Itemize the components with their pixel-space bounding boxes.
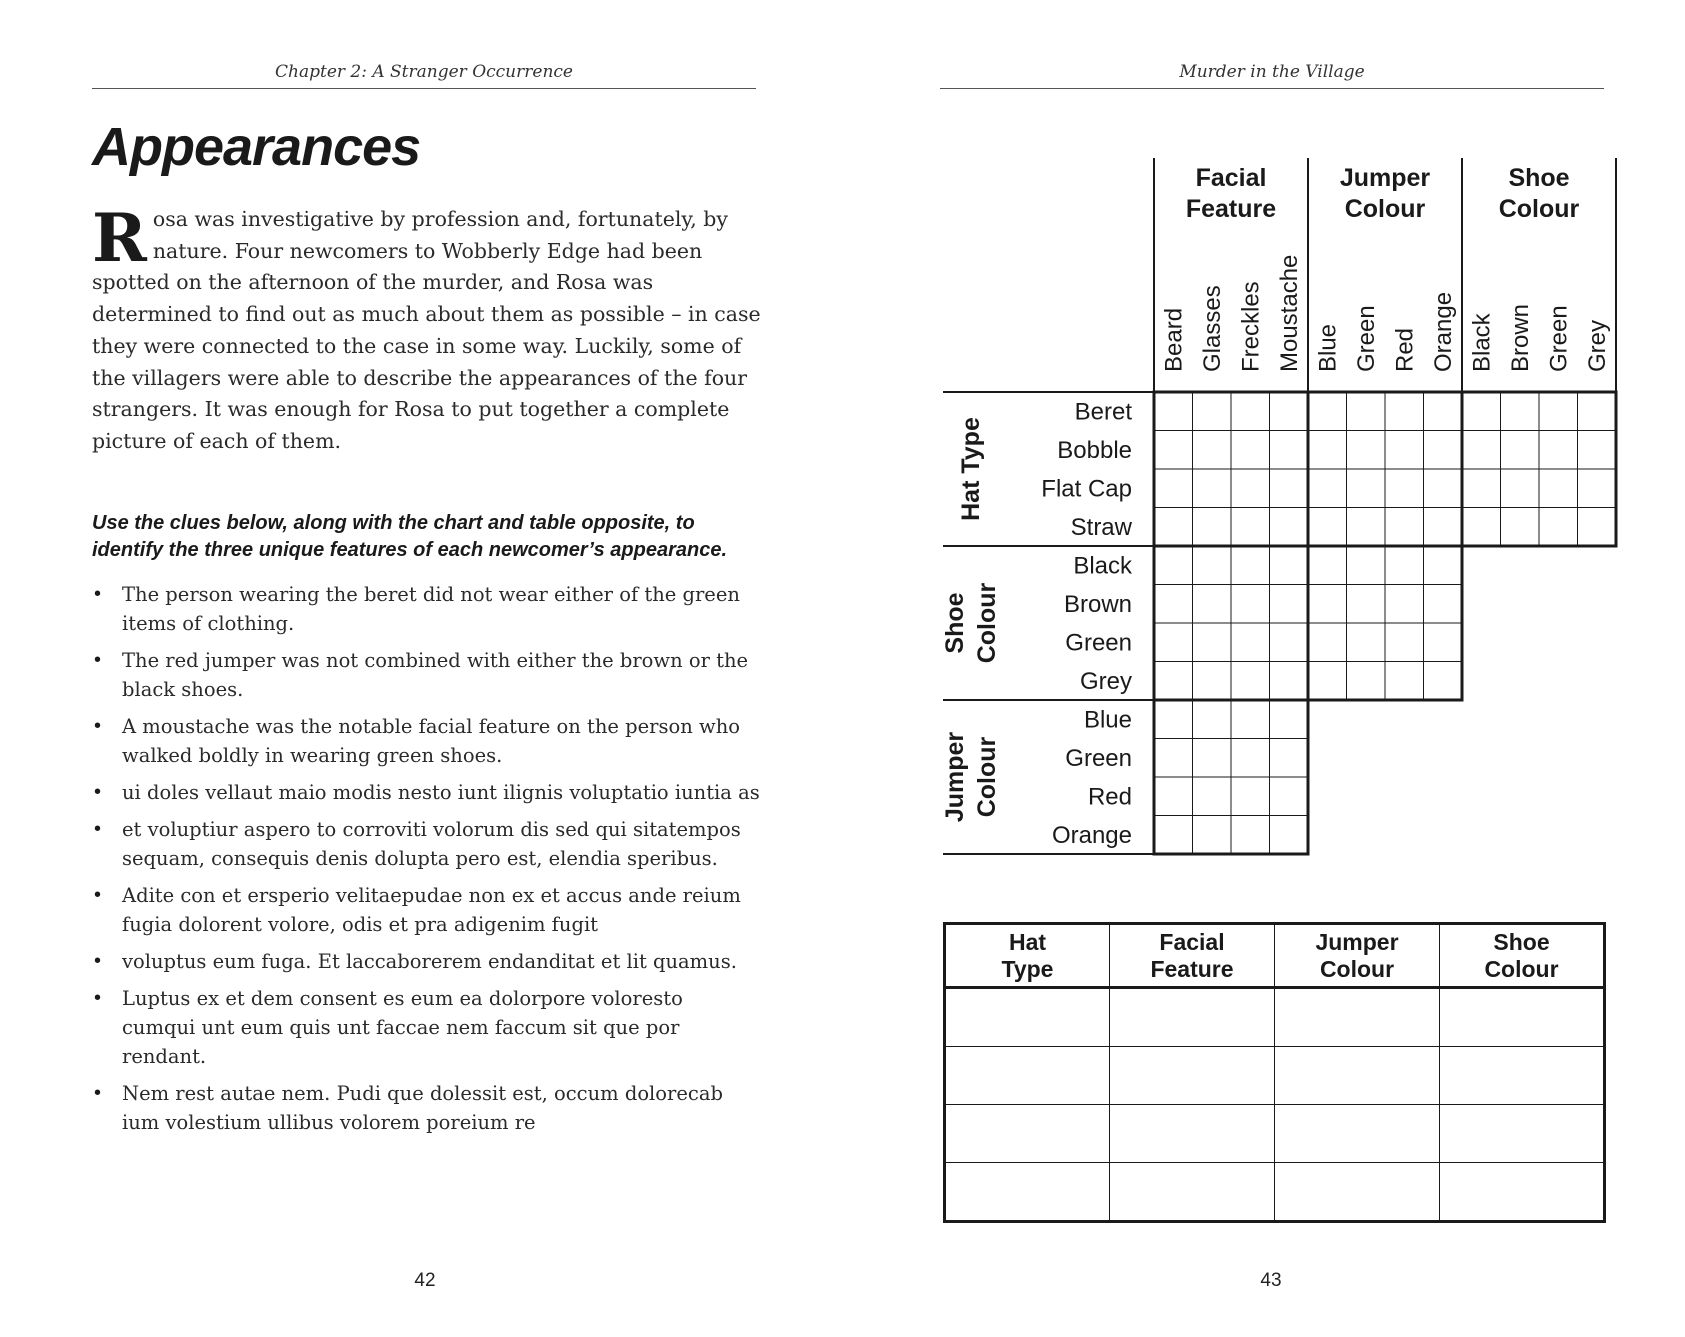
answer-header-line: Shoe (1493, 928, 1550, 955)
intro-text: osa was investigative by profession and, fortunately, by nature. Four newcomers to Wobberly Edge had been spotted on the afternoon of the murder, and Rosa was determined to find out as much about them as possible – in case they were connected to the case in some way. Luckily, some of the villagers were able to describe the appearances of the four strangers. It was enough for Rosa to put together a complete picture of each of them. (92, 207, 761, 453)
row-label: Blue (1083, 706, 1132, 734)
left-page-header: Chapter 2: A Stranger Occurrence (275, 62, 573, 82)
column-group-title: Jumper (1339, 164, 1431, 192)
row-label: Beret (1074, 398, 1132, 426)
column-group-title: Shoe (1508, 164, 1570, 192)
column-label: Green (1545, 305, 1573, 372)
column-group-title: Colour (1344, 195, 1426, 223)
answer-cell[interactable] (1110, 1163, 1275, 1222)
clue-item: • Nem rest autae nem. Pudi que dolessit est, occum dolorecab ium volestium ullibus volorem poreium re (92, 1079, 762, 1137)
row-label: Grey (1079, 667, 1132, 695)
row-label: Black (1073, 552, 1132, 580)
column-label: Green (1352, 305, 1380, 372)
answer-header-line: Feature (1150, 955, 1234, 982)
column-label: Glasses (1198, 285, 1226, 372)
page-title: Appearances (92, 117, 421, 177)
column-group-title: Colour (1498, 195, 1580, 223)
answer-cell[interactable] (1110, 1047, 1275, 1105)
row-label: Orange (1051, 821, 1132, 849)
answer-header-line: Jumper (1315, 928, 1399, 955)
drop-cap: R (92, 199, 147, 277)
answer-cell[interactable] (1275, 1047, 1440, 1105)
row-group-title: Shoe (941, 592, 969, 654)
answer-cell[interactable] (945, 1047, 1110, 1105)
answer-table-body (945, 988, 1605, 1222)
clue-item: • The person wearing the beret did not wear either of the green items of clothing. (92, 580, 762, 638)
clue-item: • The red jumper was not combined with either the brown or the black shoes. (92, 646, 762, 704)
right-page-number: 43 (1260, 1270, 1282, 1291)
answer-header-line: Type (1001, 955, 1054, 982)
answer-header-cell (945, 924, 1110, 988)
answer-header-line: Facial (1159, 928, 1225, 955)
column-label: Blue (1314, 323, 1342, 372)
column-label: Brown (1506, 303, 1534, 372)
clue-item: • voluptus eum fuga. Et laccaborerem endanditat et lit quamus. (92, 947, 762, 976)
row-label: Brown (1063, 590, 1132, 618)
row-group-title: Colour (973, 582, 1001, 664)
column-label: Red (1391, 327, 1419, 372)
row-group-title: Jumper (941, 731, 969, 823)
answer-cell[interactable] (1440, 1163, 1605, 1222)
row-group-title: Colour (973, 736, 1001, 818)
answer-header-line: Colour (1484, 955, 1559, 982)
clue-item: • ui doles vellaut maio modis nesto iunt ilignis voluptatio iuntia as (92, 778, 762, 807)
answer-cell[interactable] (945, 1163, 1110, 1222)
column-label: Grey (1583, 319, 1611, 372)
column-label: Beard (1160, 307, 1188, 372)
answer-header-cell (1440, 924, 1605, 988)
row-label: Flat Cap (1041, 475, 1132, 503)
clue-item: • et voluptiur aspero to corroviti volorum dis sed qui sitatempos sequam, consequis denis dolupta pero est, elendia speribus. (92, 815, 762, 873)
row-label: Bobble (1057, 436, 1132, 464)
answer-cell[interactable] (1275, 988, 1440, 1047)
answer-row (945, 1163, 1605, 1222)
answer-row (945, 1047, 1605, 1105)
answer-cell[interactable] (1440, 1047, 1605, 1105)
answer-row (945, 1105, 1605, 1163)
answer-table-header-row (945, 924, 1605, 988)
row-group-title: Hat Type (957, 417, 985, 521)
row-label: Green (1065, 744, 1132, 772)
left-page-number: 42 (414, 1270, 436, 1291)
answer-cell[interactable] (1110, 1105, 1275, 1163)
row-label: Green (1065, 629, 1132, 657)
answer-header-line: Hat (1008, 928, 1047, 955)
column-label: Freckles (1237, 281, 1265, 372)
puzzle-instructions: Use the clues below, along with the chart and table opposite, to identify the three unique features of each newcomer’s appearance. (92, 512, 728, 561)
answer-row (945, 988, 1605, 1047)
column-group-title: Facial (1195, 164, 1267, 192)
answer-cell[interactable] (1275, 1105, 1440, 1163)
right-page-header: Murder in the Village (1179, 62, 1365, 82)
answer-cell[interactable] (1440, 988, 1605, 1047)
column-label: Orange (1429, 291, 1457, 372)
answer-table (943, 922, 1606, 1223)
column-label: Moustache (1275, 254, 1303, 372)
answer-header-line: Colour (1319, 955, 1395, 982)
answer-header-cell (1110, 924, 1275, 988)
column-group-title: Feature (1185, 195, 1277, 223)
answer-cell[interactable] (945, 1105, 1110, 1163)
row-label: Red (1087, 783, 1132, 811)
clue-item: • A moustache was the notable facial feature on the person who walked boldly in wearing green shoes. (92, 712, 762, 770)
answer-cell[interactable] (1275, 1163, 1440, 1222)
answer-cell[interactable] (945, 988, 1110, 1047)
answer-cell[interactable] (1440, 1105, 1605, 1163)
column-label: Black (1468, 313, 1496, 372)
answer-cell[interactable] (1110, 988, 1275, 1047)
clue-item: • Adite con et ersperio velitaepudae non ex et accus ande reium fugia dolorent volore, odis et pra adigenim fugit (92, 881, 762, 939)
clue-item: • Luptus ex et dem consent es eum ea dolorpore voloresto cumqui unt eum quis unt faccae nem faccum sit que por rendant. (92, 984, 762, 1071)
row-label: Straw (1070, 513, 1132, 541)
answer-header-cell (1275, 924, 1440, 988)
